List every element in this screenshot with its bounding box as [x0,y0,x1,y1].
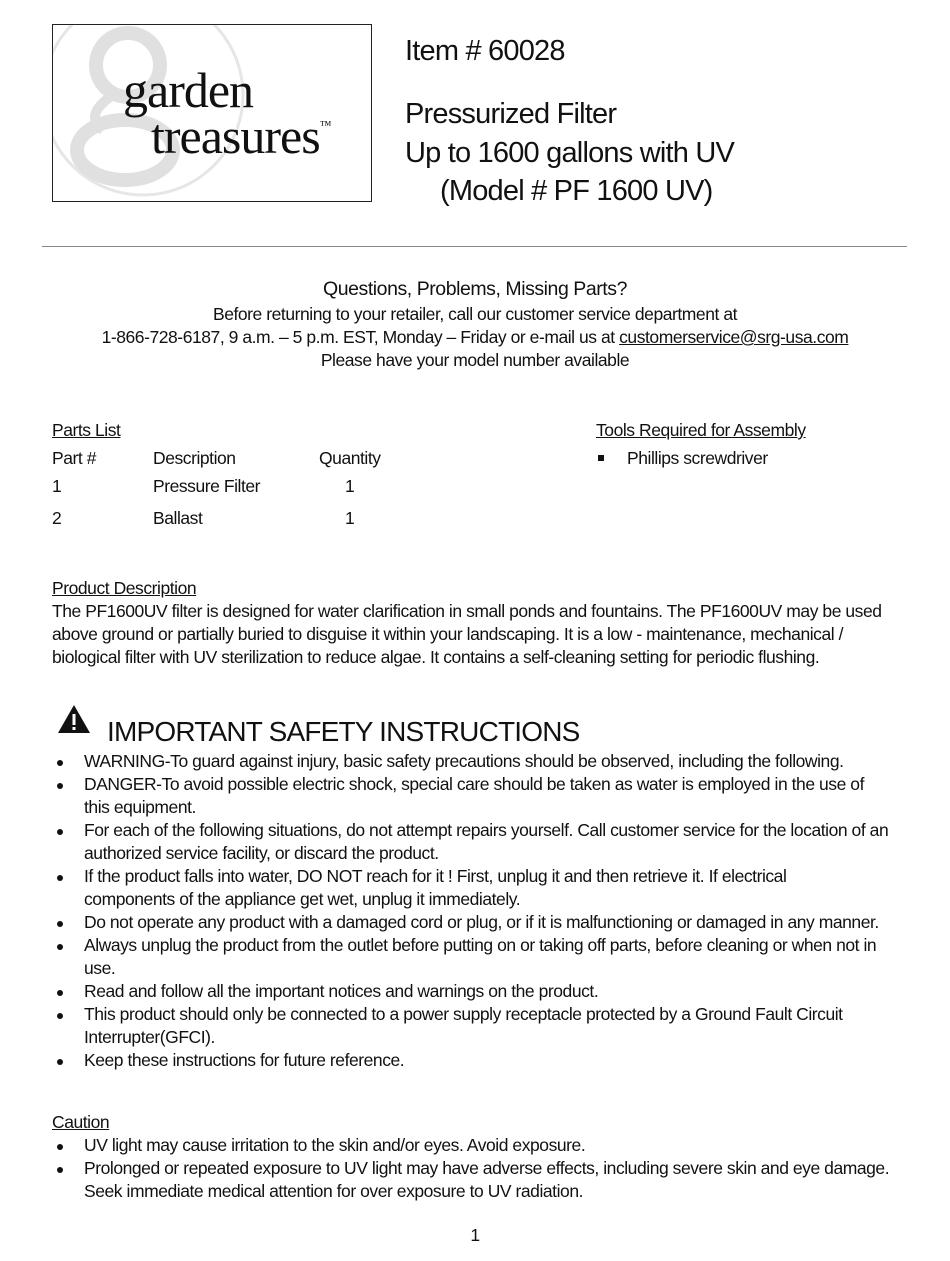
safety-item: Read and follow all the important notices and warnings on the product. [52,980,902,1003]
logo-word-garden: garden [123,62,254,118]
warning-triangle-icon [57,704,91,734]
safety-item: For each of the following situations, do not attempt repairs yourself. Call customer service for the location of an authorized service facility, or discard the product. [52,819,904,865]
product-title-line3: (Model # PF 1600 UV) [440,175,713,207]
part-quantity: 1 [345,476,355,496]
parts-col-description: Description [153,448,236,468]
safety-item: Always unplug the product from the outlet before putting on or taking off parts, before cleaning or when not in use. [52,934,904,980]
parts-list-heading: Parts List [52,420,121,440]
part-quantity: 1 [345,508,355,528]
tool-item: Phillips screwdriver [627,448,768,468]
logo-tm: ™ [319,118,332,132]
contact-phone-hours: 1-866-728-6187, 9 a.m. – 5 p.m. EST, Monday – Friday or e-mail us at [101,327,620,347]
parts-col-quantity: Quantity [319,448,381,468]
header-divider [42,246,907,247]
safety-item: Do not operate any product with a damaged cord or plug, or if it is malfunctioning or damaged in any manner. [52,911,902,934]
garden-treasures-logo [52,24,372,202]
safety-heading: IMPORTANT SAFETY INSTRUCTIONS [107,716,580,747]
part-number: 2 [52,508,62,528]
safety-list [52,750,902,1072]
product-description-line: The PF1600UV filter is designed for water clarification in small ponds and fountains. The PF1600UV may be used [52,601,882,621]
product-title-line1: Pressurized Filter [405,98,617,130]
product-title-line2: Up to 1600 gallons with UV [405,137,735,169]
logo-word-treasures-text: treasures [151,108,320,164]
tools-heading: Tools Required for Assembly [596,420,806,440]
safety-item: WARNING-To guard against injury, basic safety precautions should be observed, including the following. [52,750,902,773]
safety-item: DANGER-To avoid possible electric shock, special care should be taken as water is employed in the use of this equipment. [52,773,884,819]
product-description-line: above ground or partially buried to disguise it within your landscaping. It is a low - maintenance, mechanical / [52,624,844,644]
safety-item: This product should only be connected to a power supply receptacle protected by a Ground Fault Circuit Interrupter(GFCI). [52,1003,864,1049]
page-number: 1 [470,1225,480,1245]
caution-item: Prolonged or repeated exposure to UV light may have adverse effects, including severe skin and eye damage. Seek immediate medical attention for over exposure to UV radiation. [52,1157,902,1203]
contact-line2 [0,326,950,349]
caution-heading: Caution [52,1112,110,1132]
product-description-line: biological filter with UV sterilization to reduce algae. It contains a self-cleaning setting for periodic flushing. [52,647,820,667]
part-description: Pressure Filter [153,476,261,496]
parts-col-part: Part # [52,448,96,468]
caution-list [52,1134,902,1203]
contact-line1: Before returning to your retailer, call our customer service department at [212,304,738,324]
safety-item: If the product falls into water, DO NOT reach for it ! First, unplug it and then retrieve it. If electrical components of the appliance get wet, unplug it immediately. [52,865,854,911]
product-description-heading: Product Description [52,578,197,598]
square-bullet-icon [598,455,604,461]
logo-word-treasures [151,108,332,164]
email-link[interactable]: customerservice@srg-usa.com [619,327,849,347]
part-description: Ballast [153,508,203,528]
part-number: 1 [52,476,62,496]
contact-heading: Questions, Problems, Missing Parts? [323,278,627,300]
caution-item: UV light may cause irritation to the skin and/or eyes. Avoid exposure. [52,1134,902,1157]
safety-item: Keep these instructions for future reference. [52,1049,902,1072]
item-number: Item # 60028 [405,35,565,67]
contact-line3: Please have your model number available [320,350,630,370]
